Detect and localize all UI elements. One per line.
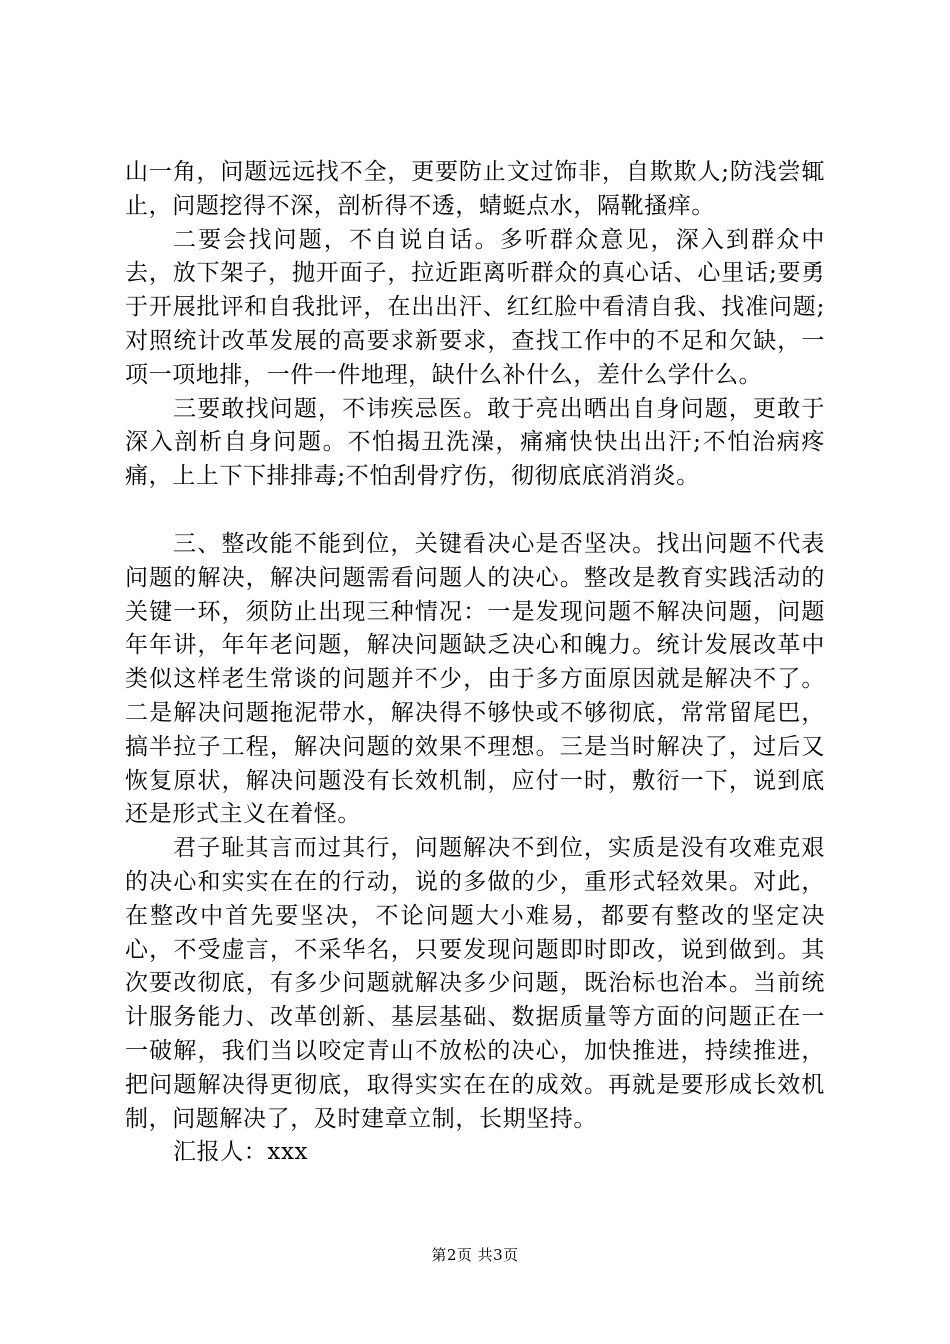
paragraph-3: 三要敢找问题，不讳疾忌医。敢于亮出晒出自身问题，更敢于深入剖析自身问题。不怕揭丑洗澡，痛痛快快出出汗;不怕治病疼痛，上上下下排排毒;不怕刮骨疗伤，彻彻底底消消炎。 [125,395,825,490]
paragraph-4: 三、整改能不能到位，关键看决心是否坚决。找出问题不代表问题的解决，解决问题需看问题人的决心。整改是教育实践活动的关键一环，须防止出现三种情况：一是发现问题不解决问题，问题年年讲，年年老问题，解决问题缺乏决心和魄力。统计发展改革中类似这样老生常谈的问题并不少，由于多方面原因就是解决不了。二是解决问题拖泥带水，解决得不够快或不够彻底，常常留尾巴，搞半拉子工程，解决问题的效果不理想。三是当时解决了，过后又恢复原状，解决问题没有长效机制，应付一时，敷衍一下，说到底还是形式主义在着怪。 [125,530,825,828]
signature-line: 汇报人：xxx [173,1139,309,1166]
paragraph-1: 山一角，问题远远找不全，更要防止文过饰非，自欺欺人;防浅尝辄止，问题挖得不深，剖析得不透，蜻蜓点水，隔靴搔痒。 [125,159,825,219]
document-body [125,156,825,1170]
paragraph-2: 二要会找问题，不自说自话。多听群众意见，深入到群众中去，放下架子，抛开面子，拉近距离听群众的真心话、心里话;要勇于开展批评和自我批评，在出出汗、红红脸中看清自我、找准问题;对照统计改革发展的高要求新要求，查找工作中的不足和欠缺，一项一项地排，一件一件地理，缺什么补什么，差什么学什么。 [125,226,825,388]
page-number-footer: 第2页 共3页 [431,1246,519,1264]
paragraph-5: 君子耻其言而过其行，问题解决不到位，实质是没有攻难克艰的决心和实实在在的行动，说的多做的少，重形式轻效果。对此，在整改中首先要坚决，不论问题大小难易，都要有整改的坚定决心，不受虚言，不采华名，只要发现问题即时即改，说到做到。其次要改彻底，有多少问题就解决多少问题，既治标也治本。当前统计服务能力、改革创新、基层基础、数据质量等方面的问题正在一一破解，我们当以咬定青山不放松的决心，加快推进，持续推进，把问题解决得更彻底，取得实实在在的成效。再就是要形成长效机制，问题解决了，及时建章立制，长期坚持。 [125,835,825,1132]
section-gap [125,494,825,528]
